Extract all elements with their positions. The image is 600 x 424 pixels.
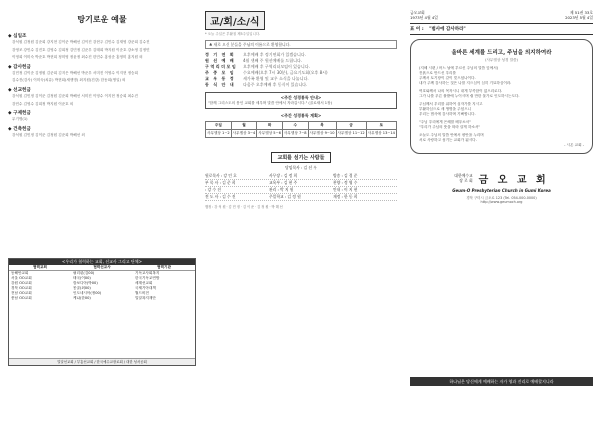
partner-cell: 밀알복지재단	[135, 296, 156, 300]
news-logo-title: 교/회/소/식	[205, 11, 265, 30]
partner-cell: 필리핀(김00)	[73, 271, 95, 275]
partner-cell: 기독교사회복지	[135, 271, 160, 275]
cover-header-left	[410, 10, 438, 20]
partner-box	[8, 258, 196, 366]
partner-cell: 월드비전	[135, 291, 149, 295]
partner-cell: 세계선교회	[135, 281, 153, 285]
staff-entry: 재정 : 한 동 희	[333, 193, 358, 199]
offering-section-line: 무기명(1)	[12, 117, 28, 122]
staff-entry: 찬양 : 정 영 수	[333, 179, 358, 185]
staff-entry: 관리 : 박 지 원	[269, 186, 294, 192]
partner-cell: 몽골(최00)	[73, 286, 91, 290]
news-header	[205, 10, 397, 30]
news-item-key: 구역리더모임	[205, 63, 238, 69]
bible-guide-text: "함께 그리스도의 몸인 교회를 세우며 말씀 안에서 자라갑시다." (골로새서 1장)	[208, 100, 332, 105]
partner-header-churches: 협력교회	[33, 265, 47, 269]
news-item-value: 수요예배(오후 7시 30분), 금요기도회(오후 8시)	[243, 69, 328, 75]
meditation-line: 주님께서 우리를 위하여 십자가를 지시고	[419, 102, 483, 106]
meditation-line: 주께서 토기장이 같이 빚으셨나이다.	[419, 76, 476, 80]
bible-schedule-day: 화	[257, 121, 283, 129]
staff-entry: 전 도 사 : 김 수 진	[205, 193, 236, 199]
offering-column	[8, 10, 196, 414]
offering-section-line: 강민수 김영수 김희정 박지원 이준호 외	[12, 101, 74, 106]
cover-founded-date: 1973년 4월 4일	[410, 15, 438, 20]
meditation-line: 우리는 범사에 감사하며 기뻐합니다.	[419, 112, 476, 116]
pulpit-label: 표 어 :	[410, 27, 424, 32]
partner-cell: 태국(이00)	[73, 276, 91, 280]
news-top-note: * 오늘 주일은 부활절 제5주일입니다.	[205, 32, 261, 36]
news-item-key: 교 우 동 정	[205, 75, 236, 81]
meditation-line: (지혜 시편 / 어느 날에 부르신 주님의 말씀 앞에서)	[419, 66, 499, 70]
offering-section-heading: ◆ 구제헌금	[8, 111, 31, 117]
partner-cell: 국제기아대책	[135, 286, 156, 290]
offering-title: 탕기로운 예물	[77, 15, 127, 24]
bible-schedule-title: <주간 성경통독 계획>	[280, 112, 322, 118]
news-item-key: 정 기 연 회	[205, 51, 236, 57]
meditation-line: 진흙으로 만드신 우리를	[419, 71, 456, 75]
bible-guide-box	[205, 92, 397, 109]
bible-schedule-reading: 사무엘상 11~12	[336, 129, 366, 137]
bible-schedule-reading: 사무엘상 9~10	[308, 129, 336, 137]
partner-cell: 캄보디아(박00)	[73, 281, 98, 285]
offering-section-heading: ◆ 건축헌금	[8, 126, 31, 132]
bible-guide-title: <주간 성경통독 안내>	[280, 94, 322, 100]
offering-section-line: 김민정 김이준 김정원 김준희 김지은 박해선 박준우 서미진 이영수 이지현 정승희	[12, 70, 138, 75]
staff-entry: 방송 : 김 경 준	[333, 172, 358, 178]
partner-cell: 서울 OO교회	[11, 276, 32, 280]
partner-rows	[9, 271, 195, 301]
partner-header-missionaries: 협력선교사	[93, 265, 111, 269]
denomination	[454, 174, 472, 183]
bible-schedule-reading: 사무엘상 5~6	[257, 129, 283, 137]
partner-cell: 전남 OO교회	[11, 291, 32, 295]
bible-schedule-table	[205, 121, 397, 138]
offering-section-line: 강석원 김민정 김이준 김정원 김준희 박해선 외	[12, 132, 85, 137]
news-column	[205, 10, 397, 414]
staff-row	[205, 180, 397, 187]
partner-cell: 충남 OO교회	[11, 296, 32, 300]
meditation-line: 그가 나를 푸른 풀밭에 누이시며 쉴 만한 물가로 인도하시는도다.	[419, 94, 520, 98]
offering-section-line: 강석원 김민정 김이준 김정원 김준희 박해선 서미진 이영수 이지현 정승희 최수진	[12, 93, 138, 98]
bible-schedule-day: 금	[336, 121, 366, 129]
bible-schedule-reading: 사무엘상 13~14	[366, 129, 396, 137]
cover-issue: 제 51권 33호	[569, 10, 593, 15]
news-item-key: 원 선 예 배	[205, 57, 236, 63]
meditation-line: 오늘도 주님의 말씀 안에서 평안을 누리며	[419, 133, 484, 137]
offering-section-line: 이영희 이미숙 박준호 박현희 정미영 정윤정 최수진 한민수 홍성준 홍영미 홍지원 외	[12, 55, 143, 60]
news-item	[205, 82, 397, 88]
bible-schedule-day: 월	[231, 121, 257, 129]
news-item-key: 주 중 모 임	[205, 69, 236, 75]
welcome-box: ♣ 새로 오신 분들을 주님의 이름으로 환영합니다.	[205, 40, 397, 49]
meditation-lines	[419, 66, 584, 148]
cover-header	[410, 10, 593, 20]
bible-schedule-reading: 사무엘상 3~4	[231, 129, 257, 137]
staff-entry: 사무장 : 김 정 희	[269, 172, 298, 178]
meditation-subtitle: (사무엘상 성경 말씀)	[485, 58, 518, 62]
pulpit-motto	[410, 23, 593, 35]
partner-cell: 케냐(한00)	[73, 296, 91, 300]
news-item-value: 오후예배 후 정기연회가 있겠습니다.	[243, 51, 307, 57]
offering-section-line: 강영조 강민수 김진호 김영수 김희정 김민정 김준우 김태희 박지원 이준호 강소영 김정민	[12, 47, 150, 52]
offering-section-heading: ◆ 십일조	[8, 34, 27, 39]
staff-row	[205, 187, 397, 194]
staff-entry: 부 목 사 : 김 준 희	[205, 179, 236, 185]
meditation-title: 올바른 세계를 드리고, 주님을 의지하여라	[451, 50, 552, 56]
bible-schedule-value-row	[206, 129, 397, 137]
cover-header-right	[565, 10, 593, 20]
pulpit-text: "범사에 감사하라"	[429, 27, 466, 32]
staff-list	[205, 173, 397, 201]
cover-column	[410, 10, 593, 414]
news-item-value: 4월 셋째 주 원선예배를 드립니다.	[243, 57, 303, 63]
bible-schedule-reading: 사무엘상 1~2	[206, 129, 232, 137]
partner-footer: 밀알선교회 / 부흥선교회 / 한국예수교장로회 / 대한 성서공회	[9, 358, 195, 365]
offering-section-line: 강석원 김정원 김준희 강지현 김이준 박해선 김이진 강현주 김민수 김재영 강준희 김수진	[12, 40, 150, 44]
cover-footer-banner: 하나님은 당신에게 예배하는 자가 영과 진리로 예배할지니라	[410, 377, 593, 386]
staff-title: 교회를 섬기는 사람들	[271, 152, 332, 163]
partner-header-organizations: 협력기관	[157, 265, 171, 269]
partner-cell: 강원 OO교회	[11, 281, 32, 285]
church-english-name: Geum-O Presbyterian Church in Gumi Korea	[452, 188, 551, 193]
meditation-line: 부활하심으로 새 생명을 주셨으니	[419, 107, 472, 111]
news-items	[205, 52, 397, 88]
meditation-line: - 시온 교회 -	[564, 143, 584, 147]
church-identity	[410, 162, 593, 204]
church-address: 경북 구미시 금오로 123 (Tel. 054-000-0000)	[466, 196, 537, 200]
bible-schedule-reading: 사무엘상 7~8	[282, 129, 308, 137]
staff-entry: 주일학교 : 김 정 원	[269, 193, 301, 199]
church-website[interactable]: http://www.geumoch.org	[480, 200, 523, 204]
denomination-line-2: 장 로 회	[459, 177, 473, 183]
staff-entry: 안내 : 이 지 현	[333, 186, 358, 192]
staff-entry: : 강 수 진	[205, 186, 221, 192]
staff-bottom-note: 행정 : 강 석 원 · 김 민 정 · 김 이 준 · 김 정 원 · 박 해 선	[205, 204, 283, 209]
partner-cell: 한국기독교연합	[135, 276, 160, 280]
church-name-row	[454, 171, 548, 186]
offering-section-heading: ◆ 선교헌금	[8, 87, 31, 93]
staff-pastor: 담임목사 : 김 선 우	[285, 164, 317, 170]
meditation-line: "주님 우리에게 은혜를 베푸소서"	[419, 120, 471, 124]
partner-row	[9, 296, 195, 301]
news-item-value: 새가족 환영 및 교우 소식을 나눕니다.	[243, 75, 309, 81]
partner-cell: 인도네시아(정00)	[73, 291, 102, 295]
church-name: 금 오 교 회	[478, 175, 549, 186]
offering-section-heading: ◆ 감사헌금	[8, 64, 31, 70]
cover-date: 2023년 5월 4일	[565, 15, 593, 20]
bible-schedule-header-row	[206, 121, 397, 129]
partner-box-title: <우리가 협력하는 교회, 선교사 그리고 단체>	[9, 259, 195, 265]
bible-schedule-day: 주일	[206, 121, 232, 129]
news-item-key: 동 식 안 내	[205, 81, 236, 87]
meditation-line: 서로 사랑하고 섬기는 교회가 됩시다.	[419, 138, 477, 142]
meditation-line: 내가 주께 감사하는 것은 나를 지으심이 심히 기묘하심이라.	[419, 81, 512, 85]
staff-row	[205, 173, 397, 180]
bible-schedule-day: 목	[308, 121, 336, 129]
staff-entry: 원로목사 : 강 인 호	[205, 172, 237, 178]
partner-cell: 경북 OO교회	[11, 286, 32, 290]
bible-schedule-day: 토	[366, 121, 396, 129]
partner-cell: 동해안교회	[11, 271, 29, 275]
meditation-box	[410, 39, 593, 154]
offering-sections	[8, 33, 196, 137]
bible-schedule-day: 수	[282, 121, 308, 129]
cover-church-small: 금오교회	[410, 10, 425, 15]
staff-entry: 교육부 : 김 현 주	[269, 179, 298, 185]
offering-section-line: 김수진(감사) 이미숙(치유) 박현희(새생명) 최지원(건강) 한동희(생일) 외	[12, 78, 126, 83]
news-item-value: 오후예배 후 구역리더모임이 있습니다.	[243, 63, 310, 69]
meditation-line: 여호와께서 나의 목자시니 내게 부족함이 없으리로다.	[419, 89, 503, 93]
meditation-line: "우리가 주님의 뜻을 따라 살게 하소서"	[419, 125, 481, 129]
staff-title-wrap	[205, 144, 397, 163]
staff-row	[205, 194, 397, 201]
news-item-value: 다음주 오후예배 후 동식이 있습니다.	[243, 81, 308, 87]
denomination-line-1: 대한예수교	[454, 173, 473, 178]
